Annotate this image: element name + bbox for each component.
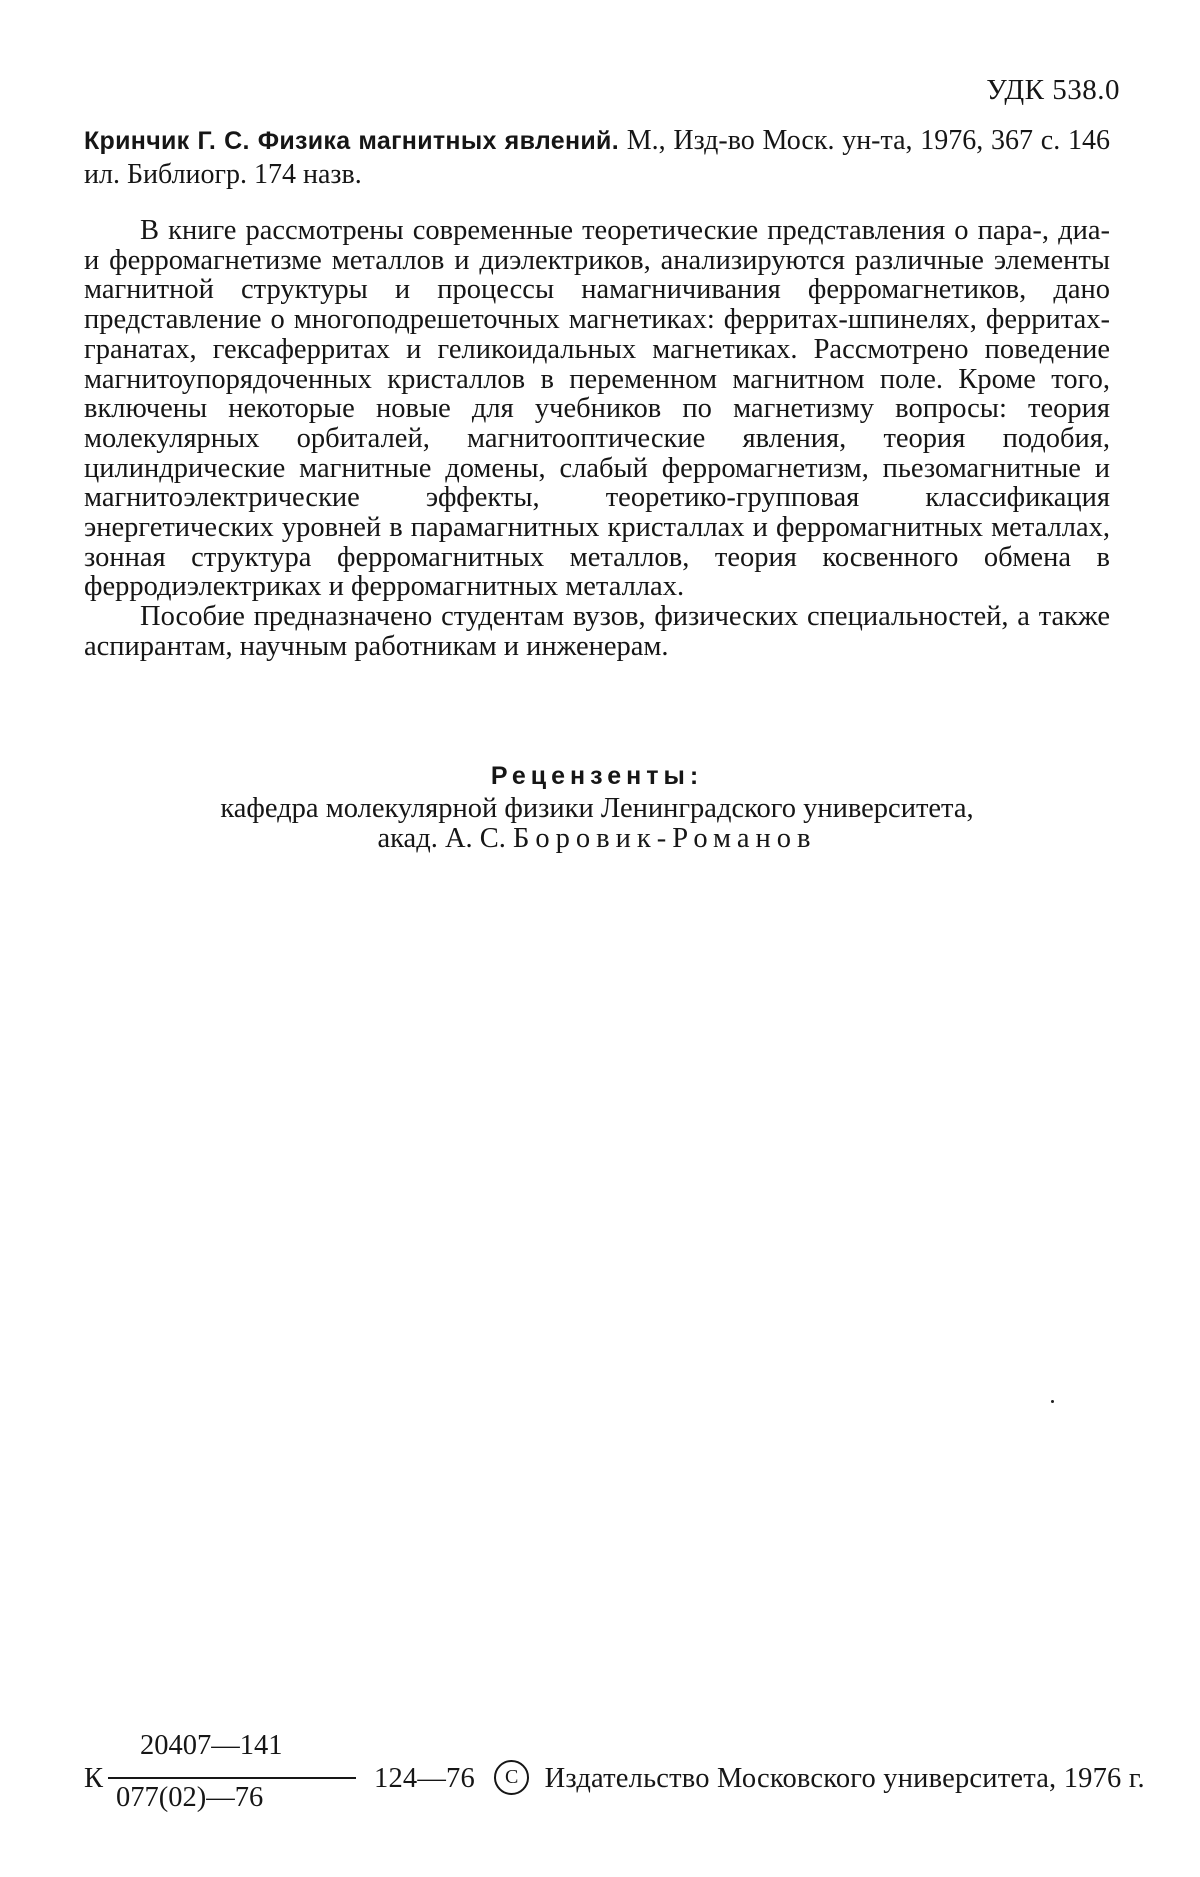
author-title: Кринчик Г. С. Физика магнитных явлений. bbox=[84, 127, 619, 155]
udc-code: УДК 538.0 bbox=[986, 74, 1120, 106]
reviewer-department: кафедра молекулярной физики Ленинградского университета, bbox=[220, 793, 974, 824]
imprint-text bbox=[374, 1763, 1145, 1798]
imprint-line bbox=[84, 1730, 1145, 1830]
publication-details: М., Изд-во Моск. ун-та, 1976, 367 с. 146 ил. Библиогр. 174 назв. bbox=[84, 125, 1110, 190]
reviewers-heading: Рецензенты: bbox=[490, 762, 704, 790]
publisher-line: Издательство Московского университета, 1976 г. bbox=[544, 1763, 1145, 1795]
copyright-icon: C bbox=[494, 1760, 529, 1795]
index-letter: К bbox=[84, 1763, 104, 1794]
index-code: 124—76 bbox=[374, 1763, 475, 1795]
reviewer-academic bbox=[84, 824, 1110, 854]
index-denominator: 077(02)—76 bbox=[116, 1782, 264, 1813]
reviewers-block bbox=[84, 758, 1110, 854]
bibliographic-entry bbox=[84, 124, 1110, 191]
reviewer-title: акад. А. С. bbox=[377, 823, 506, 854]
abstract bbox=[84, 216, 1110, 662]
scan-speck bbox=[1051, 1400, 1054, 1403]
abstract-paragraph-2: Пособие предназначено студентам вузов, физических специальностей, а также аспирантам, научным работникам и инженерам. bbox=[84, 601, 1110, 662]
reviewer-name: Боровик-Романов bbox=[513, 823, 817, 854]
abstract-paragraph-1: В книге рассмотрены современные теоретические представления о пара-, диа- и ферромагнетизме металлов и диэлектриков, анализируются различные элементы магнитной структуры и процессы намагничивания ферромагнетиков, дано представление о многоподрешеточных магнетиках: ферритах-шпинелях, ферритах-гранатах, гексаферритах и геликоидальных магнетиках. Рассмотрено поведение магнитоупорядоченных кристаллов в переменном магнитном поле. Кроме того, включены некоторые новые для учебников по магнетизму вопросы: теория молекулярных орбиталей, магнитооптические явления, теория подобия, цилиндрические магнитные домены, слабый ферромагнетизм, пьезомагнитные и магнитоэлектрические эффекты, теоретико-групповая классификация энергетических уровней в парамагнитных кристаллах и ферромагнитных металлах, зонная структура ферромагнитных металлов, теория косвенного обмена в ферродиэлектриках и ферромагнитных металлах. bbox=[84, 215, 1110, 603]
fraction-bar bbox=[108, 1777, 356, 1779]
index-numerator: 20407—141 bbox=[140, 1730, 283, 1761]
